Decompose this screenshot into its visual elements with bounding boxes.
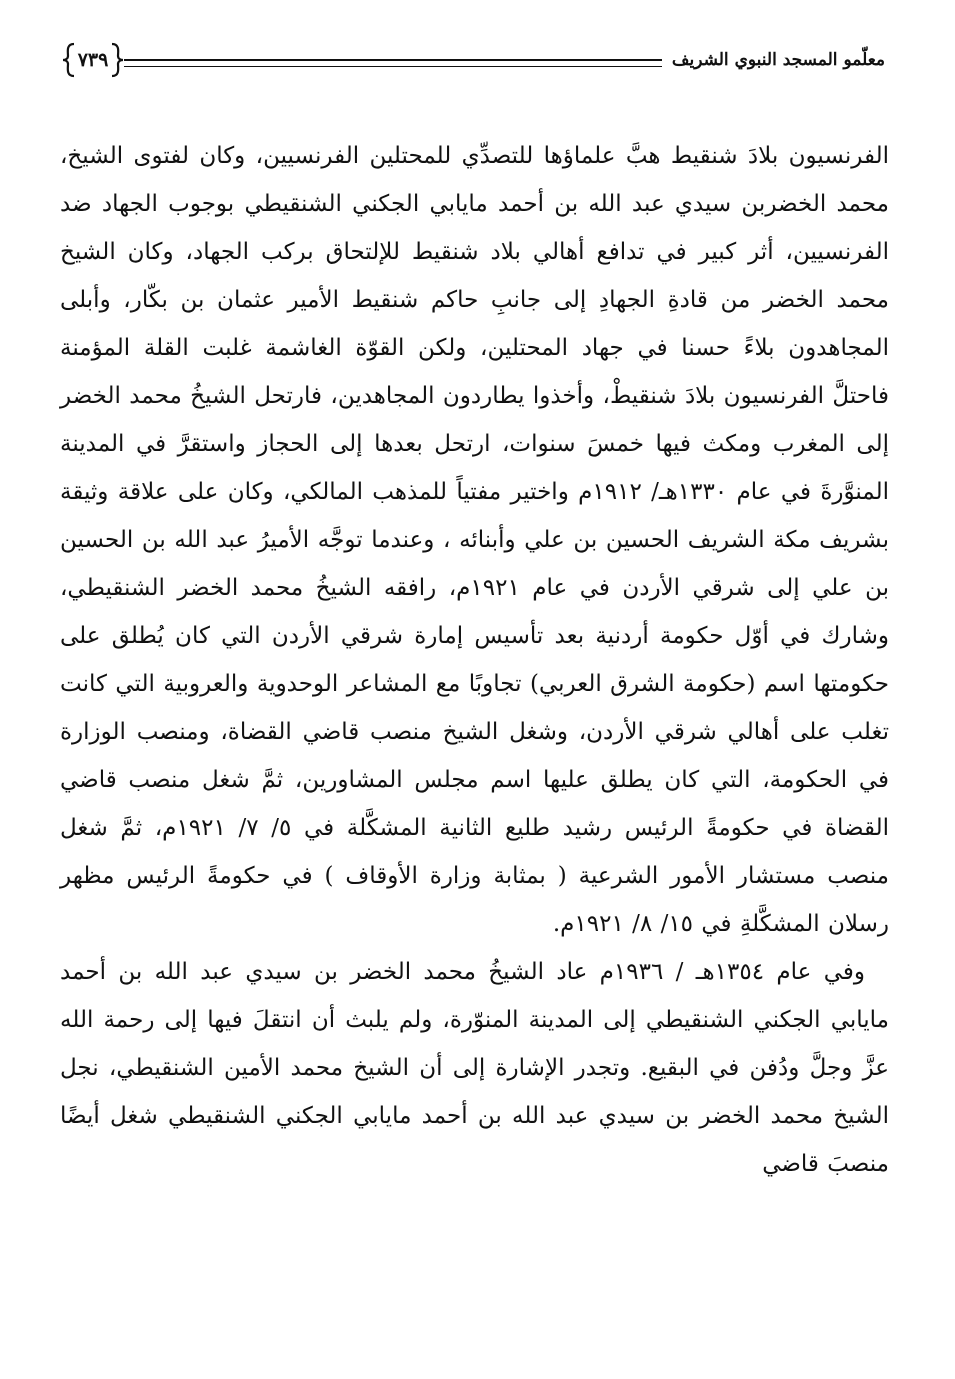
paragraph: وفي عام ١٣٥٤هـ / ١٩٣٦م عاد الشيخُ محمد الخضر بن سيدي عبد الله بن أحمد مايابي الجكني الشنقيطي إلى المدينة المنوّرة، ولم يلبث أن انتقلَ فيها إلى رحمة الله عزَّ وجلَّ ودُفن في البقيع. وتجدر الإشارة إلى أن الشيخ محمد الأمين الشنقيطي، نجل الشيخ محمد الخضر بن سيدي عبد الله بن أحمد مايابي الجكني الشنقيطي شغل أيضًا منصبَ قاضي	[60, 959, 890, 1177]
body-text	[60, 132, 889, 1188]
page-header	[62, 38, 885, 82]
header-rule	[124, 59, 662, 67]
page-number: ٧٣٩	[77, 49, 109, 71]
running-title: معلّمو المسجد النبوي الشريف	[671, 50, 885, 70]
page-number-frame	[62, 40, 124, 80]
paragraph: الفرنسيون بلادَ شنقيط هبَّ علماؤها للتصدِّي للمحتلين الفرنسيين، وكان لفتوى الشيخ، محمد الخضربن سيدي عبد الله بن أحمد مايابي الجكني الشنقيطي بوجوب الجهاد ضد الفرنسيين، أثر كبير في تدافع أهالي بلاد شنقيط للإلتحاق بركب الجهاد، وكان الشيخ محمد الخضر من قادةِ الجهادِ إلى جانبِ حاكم شنقيط الأمير عثمان بن بكّار، وأبلى المجاهدون بلاءً حسنا في جهاد المحتلين، ولكن القوّة الغاشمة غلبت القلة المؤمنة فاحتلَّ الفرنسيون بلادَ شنقيطْ، وأخذوا يطاردون المجاهدين، فارتحل الشيخُ محمد الخضر إلى المغرب ومكث فيها خمسَ سنوات، ارتحل بعدها إلى الحجاز واستقرَّ في المدينة المنوَّرةَ في عام ١٣٣٠هـ/ ١٩١٢م واختير مفتياً للمذهب المالكي، وكان على علاقة وثيقة بشريف مكة الشريف الحسين بن علي وأبنائه ، وعندما توجَّه الأميرُ عبد الله بن الحسين بن علي إلى شرقي الأردن في عام ١٩٢١م، رافقه الشيخُ محمد الخضر الشنقيطي، وشارك في أوّل حكومة أردنية بعد تأسيس إمارة شرقي الأردن التي كان يُطلق على حكومتها اسم (حكومة الشرق العربي) تجاوبًا مع المشاعر الوحدوية والعروبية التي كانت تغلب على أهالي شرقي الأردن، وشغل الشيخ منصب قاضي القضاة، ومنصب الوزارة في الحكومة، التي كان يطلق عليها اسم مجلس المشاورين، ثمَّ شغل منصب قاضي القضاة في حكومةً الرئيس رشيد طليع الثانية المشكَّلة في ٥/ ٧/ ١٩٢١م، ثمَّ شغل منصب مستشار الأمور الشرعية ( بمثابة وزارة الأوقاف ) في حكومةً الرئيس مظهر رسلان المشكَّلةِ في ١٥/ ٨/ ١٩٢١م.	[60, 143, 890, 937]
